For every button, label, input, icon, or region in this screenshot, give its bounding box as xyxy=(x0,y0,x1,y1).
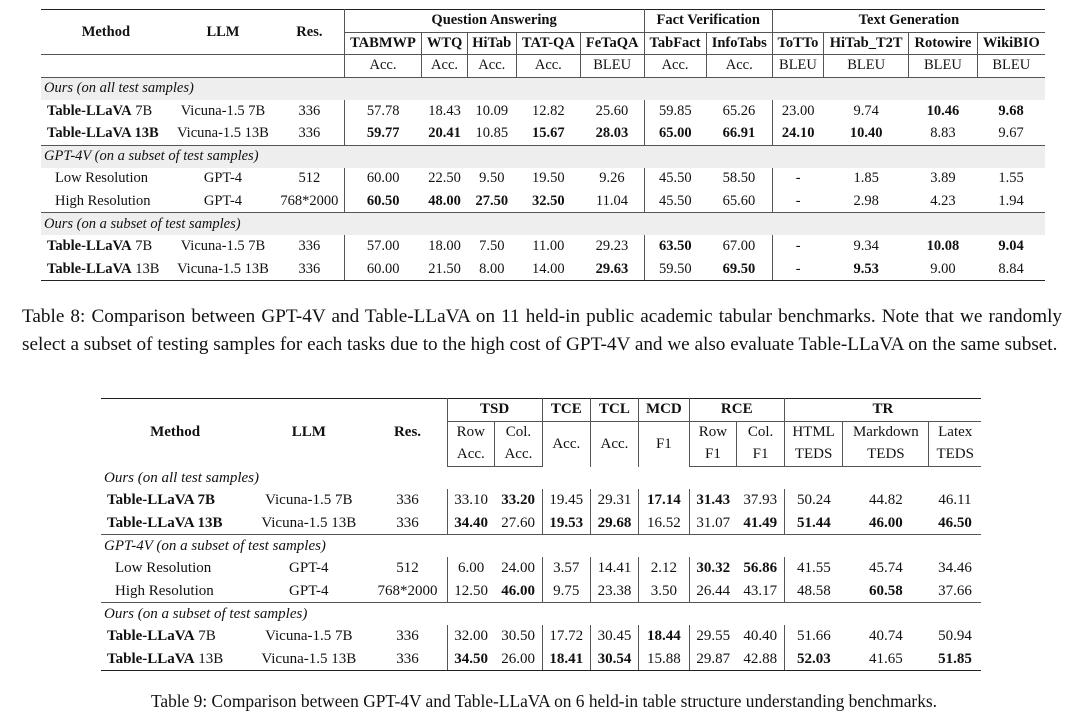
metric: Acc. xyxy=(344,55,422,78)
metric: Acc. xyxy=(422,55,467,78)
metric: BLEU xyxy=(909,55,977,78)
metric: BLEU xyxy=(580,55,644,78)
table-row: Table-LLaVA 7B Vicuna-1.5 7B 336 32.00 30.50 17.72 30.45 18.44 29.55 40.40 51.66 40.74 50.94 xyxy=(101,625,981,648)
metric: Acc. xyxy=(644,55,706,78)
table-row: High Resolution GPT-4 768*2000 60.50 48.00 27.50 32.50 11.04 45.50 65.60 - 2.98 4.23 1.94 xyxy=(41,190,1045,213)
table-row: Table-LLaVA 13B Vicuna-1.5 13B 336 60.00 21.50 8.00 14.00 29.63 59.50 69.50 - 9.53 9.00 8.84 xyxy=(41,258,1045,281)
table-row: Table-LLaVA 7B Vicuna-1.5 7B 336 33.10 33.20 19.45 29.31 17.14 31.43 37.93 50.24 44.82 46.11 xyxy=(101,489,981,512)
table-row: Low Resolution GPT-4 512 60.00 22.50 9.50 19.50 9.26 45.50 58.50 - 1.85 3.89 1.55 xyxy=(41,168,1045,191)
group-header-tr: TR xyxy=(784,399,981,422)
metric: Acc. xyxy=(516,55,580,78)
group-header-fv: Fact Verification xyxy=(644,10,772,33)
metric: Acc. xyxy=(706,55,772,78)
section-label: Ours (on a subset of test samples) xyxy=(104,605,308,622)
group-header-tg: Text Generation xyxy=(772,10,1045,33)
metric: BLEU xyxy=(977,55,1045,78)
table-8 xyxy=(41,9,1045,281)
bench-fetaqa: FeTaQA xyxy=(580,32,644,55)
group-header-mcd: MCD xyxy=(639,399,690,422)
section-label: Ours (on a subset of test samples) xyxy=(41,213,1045,236)
group-header-rce: RCE xyxy=(689,399,784,422)
table-row: High Resolution GPT-4 768*2000 12.50 46.00 9.75 23.38 3.50 26.44 43.17 48.58 60.58 37.66 xyxy=(101,580,981,603)
table-row: Table-LLaVA 13B Vicuna-1.5 13B 336 59.77 20.41 10.85 15.67 28.03 65.00 66.91 24.10 10.40 8.83 9.67 xyxy=(41,122,1045,145)
table-row: Table-LLaVA 7B Vicuna-1.5 7B 336 57.00 18.00 7.50 11.00 29.23 63.50 67.00 - 9.34 10.08 9.04 xyxy=(41,235,1045,258)
bench-wtq: WTQ xyxy=(422,32,467,55)
metric: BLEU xyxy=(772,55,823,78)
table-row: Low Resolution GPT-4 512 6.00 24.00 3.57 14.41 2.12 30.32 56.86 41.55 45.74 34.46 xyxy=(101,557,981,580)
col-header-res: Res. xyxy=(275,10,344,55)
group-header-qa: Question Answering xyxy=(344,10,644,33)
bench-hitab-t2t: HiTab_T2T xyxy=(824,32,909,55)
col-header-method: Method xyxy=(41,10,171,55)
bench-rotowire: Rotowire xyxy=(909,32,977,55)
metric: Acc. xyxy=(467,55,516,78)
col-header-method: Method xyxy=(101,399,249,467)
group-header-tcl: TCL xyxy=(590,399,638,422)
group-header-tce: TCE xyxy=(542,399,590,422)
bench-tabmwp: TABMWP xyxy=(344,32,422,55)
bench-wikibio: WikiBIO xyxy=(977,32,1045,55)
bench-hitab: HiTab xyxy=(467,32,516,55)
col-header-llm: LLM xyxy=(249,399,368,467)
bench-infotabs: InfoTabs xyxy=(706,32,772,55)
table-8-caption: Table 8: Comparison between GPT-4V and Table-LLaVA on 11 held-in public academic tabular benchmarks. Note that we randomly select a subset of testing samples for each tasks due to the high cost of GPT-4V and we also evaluate Table-LLaVA on the same subset. xyxy=(22,306,1062,355)
bench-totto: ToTTo xyxy=(772,32,823,55)
group-header-tsd: TSD xyxy=(447,399,542,422)
section-label: GPT-4V (on a subset of test samples) xyxy=(41,145,1045,168)
section-label: GPT-4V (on a subset of test samples) xyxy=(104,537,326,554)
col-header-res: Res. xyxy=(368,399,447,467)
metric: BLEU xyxy=(824,55,909,78)
table-9-caption: Table 9: Comparison between GPT-4V and Table-LLaVA on 6 held-in table structure understanding benchmarks. xyxy=(150,691,938,711)
bench-tatqa: TAT-QA xyxy=(516,32,580,55)
table-row: Table-LLaVA 13B Vicuna-1.5 13B 336 34.50 26.00 18.41 30.54 15.88 29.87 42.88 52.03 41.65 51.85 xyxy=(101,648,981,671)
col-header-llm: LLM xyxy=(171,10,275,55)
bench-tabfact: TabFact xyxy=(644,32,706,55)
section-label: Ours (on all test samples) xyxy=(104,469,259,486)
table-9: Method LLM Res. TSD TCE TCL MCD RCE TR Row Col. Acc. Acc. F1 Row Col. HTML Markdown Latex Acc. Acc. F1 F1 TEDS TEDS TEDS Ours (on all test samples) Table-LLaVA 7B Vicuna-1.5 7B 336 33.10 33.20 19.45 29.31 17.14 31.43 37.93 50.24 44.82 46.11 Table-LLaVA 13B Vicuna-1.5 13B 336 34.40 27.60 19.53 29.68 16.52 31.07 41.49 51.44 46.00 46.50 GPT-4V (on a subset of test samples) Low Resolution GPT-4 512 6.00 24.00 3.57 14.41 2.12 30.32 56.86 41.55 45.74 34.46 High Resolution GPT-4 768*2000 12.50 46.00 9.75 23.38 3.50 26.44 43.17 48.58 60.58 37.66 Ours (on a subset of test samples) Table-LLaVA 7B Vicuna-1.5 7B 336 32.00 30.50 17.72 30.45 18.44 29.55 40.40 51.66 40.74 50.94 Table-LLaVA 13B Vicuna-1.5 13B 336 34.50 26.00 18.41 30.54 15.88 29.87 42.88 52.03 41.65 51.85 xyxy=(101,398,981,671)
table-row: Table-LLaVA 7B Vicuna-1.5 7B 336 57.78 18.43 10.09 12.82 25.60 59.85 65.26 23.00 9.74 10.46 9.68 xyxy=(41,100,1045,123)
table-row: Table-LLaVA 13B Vicuna-1.5 13B 336 34.40 27.60 19.53 29.68 16.52 31.07 41.49 51.44 46.00 46.50 xyxy=(101,512,981,535)
section-label: Ours (on all test samples) xyxy=(41,77,1045,100)
